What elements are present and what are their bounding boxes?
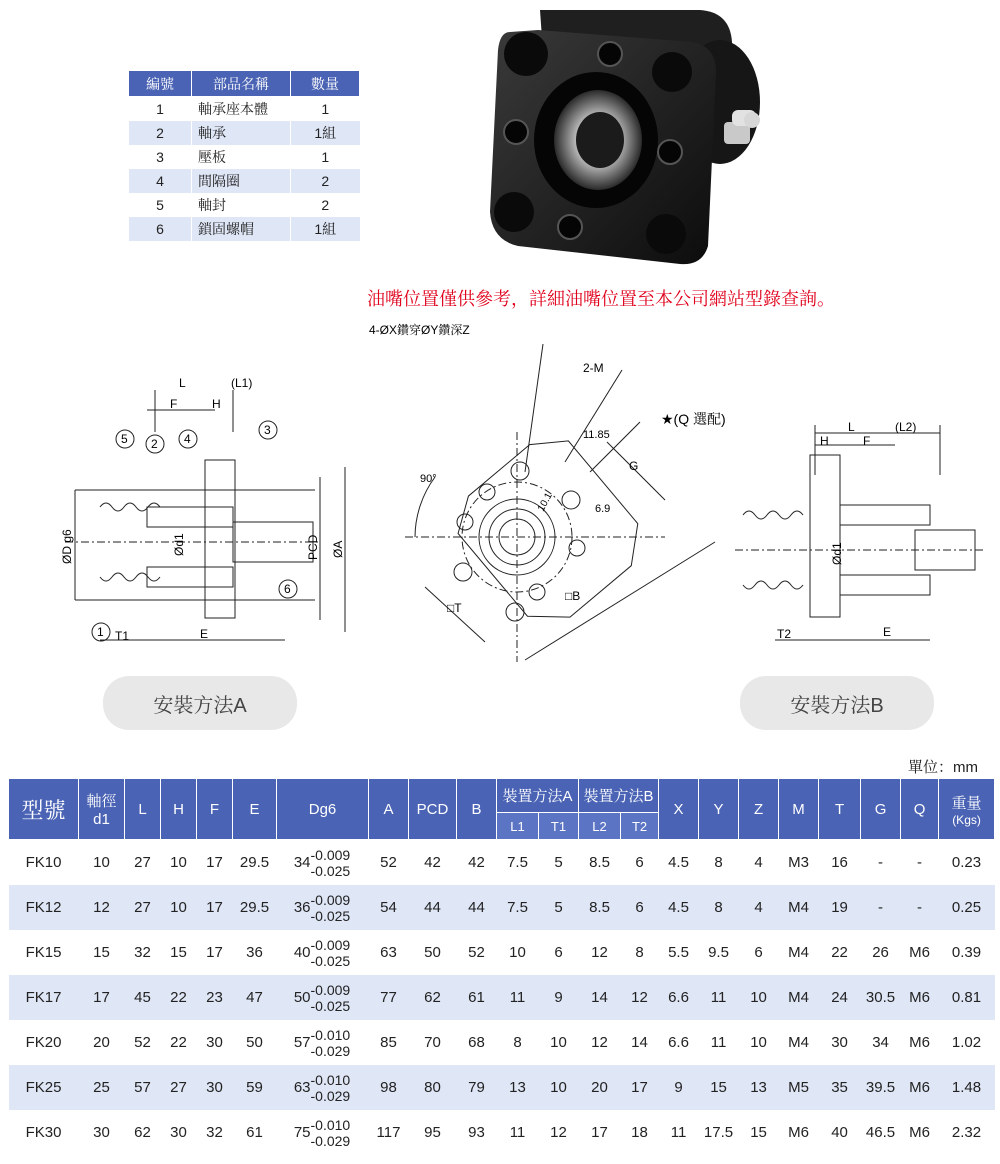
cell-y: 11 <box>699 975 739 1020</box>
cell-tolerance <box>311 975 369 1020</box>
spec-row <box>9 1020 995 1065</box>
header-Z: Z <box>739 779 779 840</box>
cell-t1: 10 <box>550 1034 567 1051</box>
cell-t2: 14 <box>631 1034 648 1051</box>
cell-q: M6 <box>901 975 939 1020</box>
parts-row <box>129 121 360 145</box>
cell-d: 34 <box>293 854 311 871</box>
header-A: A <box>369 779 409 840</box>
parts-header-name: 部品名稱 <box>192 71 291 97</box>
part-qty: 1組 <box>291 121 360 145</box>
cell-pcd: 44 <box>409 885 457 930</box>
cell-t1: 5 <box>539 885 579 930</box>
cell-y: 9.5 <box>708 944 729 961</box>
dim-a-H: H <box>212 397 221 411</box>
part-name: 軸承座本體 <box>192 97 291 122</box>
cell-l2: 8.5 <box>579 885 621 930</box>
cell-e: 59 <box>233 1065 277 1110</box>
cell-q: M6 <box>909 944 930 961</box>
cell-x: 11 <box>670 1124 687 1141</box>
part-qty: 1 <box>291 145 360 169</box>
cell-l: 27 <box>125 885 161 930</box>
label-90deg: 90° <box>420 473 437 485</box>
cell-d: 75 <box>293 1124 311 1141</box>
cell-t: 16 <box>831 854 848 871</box>
cell-b: 44 <box>457 885 497 930</box>
cell-e: 50 <box>246 1034 263 1051</box>
cell-l1: 11 <box>509 1124 526 1141</box>
part-name: 間隔圈 <box>192 169 291 193</box>
cell-t2: 6 <box>635 854 644 871</box>
cell-z: 4 <box>739 885 779 930</box>
callout-4: 4 <box>184 432 191 446</box>
unit-label: 單位：mm <box>908 759 978 776</box>
dim-a-OA: ØA <box>331 540 345 558</box>
cell-h: 27 <box>161 1065 197 1110</box>
cell-e: 61 <box>246 1124 263 1141</box>
cell-w: 0.81 <box>939 975 995 1020</box>
cell-a: 77 <box>369 975 409 1020</box>
cell-t: 40 <box>831 1124 848 1141</box>
parts-row <box>129 193 360 217</box>
header-L: L <box>125 779 161 840</box>
header-B: B <box>457 779 497 840</box>
label-q-optional: ★(Q 選配) <box>661 411 726 427</box>
cell-d: 40 <box>293 944 311 961</box>
dim-a-Od1: Ød1 <box>172 533 186 556</box>
cell-h: 15 <box>170 944 187 961</box>
cell-y: 17.5 <box>703 1124 734 1141</box>
cell-a: 63 <box>380 944 397 961</box>
cell-l: 52 <box>134 1034 151 1051</box>
cell-t2: 12 <box>621 975 659 1020</box>
header-PCD: PCD <box>409 779 457 840</box>
cell-x: 6.6 <box>659 975 699 1020</box>
parts-table <box>128 70 360 241</box>
cell-g: 34 <box>872 1034 889 1051</box>
cell-d1: 30 <box>93 1124 110 1141</box>
cell-y: 8 <box>699 885 739 930</box>
label-10-1: 10.1 <box>535 491 555 514</box>
cell-b: 61 <box>457 975 497 1020</box>
header-model: 型號 <box>9 779 79 840</box>
cell-w: 1.02 <box>951 1034 982 1051</box>
method-a-label: 安裝方法A <box>103 676 297 730</box>
parts-row <box>129 169 360 193</box>
cell-pcd: 80 <box>409 1065 457 1110</box>
method-b-label: 安裝方法B <box>740 676 934 730</box>
part-no: 2 <box>129 121 192 145</box>
cell-d1: 10 <box>93 854 110 871</box>
part-qty: 1 <box>291 97 360 122</box>
cell-z: 10 <box>739 975 779 1020</box>
cell-h: 30 <box>170 1124 187 1141</box>
cell-tolerance <box>311 1065 369 1110</box>
part-no: 4 <box>129 169 192 193</box>
cell-l2: 12 <box>591 1034 608 1051</box>
cell-e: 29.5 <box>239 854 270 871</box>
dim-b-T2: T2 <box>777 627 792 641</box>
callout-1: 1 <box>97 625 104 639</box>
header-method-b: 裝置方法B <box>579 779 659 813</box>
cell-tolerance <box>311 930 369 975</box>
cell-pcd: 95 <box>424 1124 441 1141</box>
part-name: 軸封 <box>192 193 291 217</box>
parts-header-no: 編號 <box>129 71 192 97</box>
cell-l2: 17 <box>591 1124 608 1141</box>
cell-t2: 6 <box>621 885 659 930</box>
header-T2: T2 <box>621 813 659 840</box>
callout-3: 3 <box>264 423 271 437</box>
cell-l: 27 <box>134 854 151 871</box>
parts-row <box>129 145 360 169</box>
dim-a-T1: T1 <box>115 629 130 643</box>
cell-m: M4 <box>779 885 819 930</box>
cell-model: FK17 <box>9 975 79 1020</box>
cell-l: 62 <box>134 1124 151 1141</box>
cell-y: 15 <box>699 1065 739 1110</box>
tolerance-upper: -0.009 <box>310 846 351 863</box>
part-qty: 2 <box>291 169 360 193</box>
cell-tolerance <box>311 1110 369 1155</box>
cell-d1: 25 <box>79 1065 125 1110</box>
part-no: 5 <box>129 193 192 217</box>
cell-x: 5.5 <box>668 944 689 961</box>
cell-d: 36 <box>277 885 311 930</box>
cell-h: 22 <box>161 975 197 1020</box>
tolerance-upper: -0.010 <box>310 1071 351 1088</box>
cell-model: FK25 <box>9 1065 79 1110</box>
cell-f: 17 <box>197 885 233 930</box>
label-G: G <box>629 459 639 473</box>
cell-l: 45 <box>125 975 161 1020</box>
dim-b-Od1: Ød1 <box>830 542 844 565</box>
cell-z: 6 <box>754 944 763 961</box>
cell-model: FK12 <box>9 885 79 930</box>
cell-b: 93 <box>468 1124 485 1141</box>
cell-y: 11 <box>710 1034 727 1051</box>
header-Y: Y <box>699 779 739 840</box>
tolerance-lower: -0.025 <box>310 952 351 969</box>
tolerance-lower: -0.029 <box>310 1087 351 1104</box>
cell-g: 26 <box>872 944 889 961</box>
header-method-a: 裝置方法A <box>497 779 579 813</box>
drawing-front-view <box>365 322 770 680</box>
label-2M: 2-M <box>583 361 604 375</box>
cell-l1: 7.5 <box>497 885 539 930</box>
spec-row <box>9 885 995 930</box>
tolerance-lower: -0.029 <box>310 1042 351 1059</box>
header-M: M <box>779 779 819 840</box>
cell-x: 4.5 <box>659 885 699 930</box>
cell-l2: 14 <box>579 975 621 1020</box>
header-Q: Q <box>901 779 939 840</box>
cell-a: 85 <box>380 1034 397 1051</box>
cell-tolerance <box>311 1020 369 1065</box>
cell-l1: 10 <box>509 944 526 961</box>
header-weight-label: 重量 <box>951 794 982 812</box>
tolerance-lower: -0.025 <box>310 907 351 924</box>
cell-m: M4 <box>779 975 819 1020</box>
tolerance-upper: -0.009 <box>310 981 351 998</box>
drawing-method-a <box>55 372 355 652</box>
cell-w: 1.48 <box>939 1065 995 1110</box>
dim-a-PCD: PCD <box>306 534 320 560</box>
parts-row <box>129 217 360 241</box>
dim-b-H: H <box>820 434 829 448</box>
header-d1: 軸徑 d1 <box>79 779 125 840</box>
cell-tolerance <box>311 885 369 930</box>
cell-model: FK15 <box>25 944 62 961</box>
cell-a: 52 <box>380 854 397 871</box>
cell-pcd: 50 <box>424 944 441 961</box>
part-name: 鎖固螺帽 <box>192 217 291 241</box>
cell-tolerance <box>311 840 369 886</box>
part-qty: 2 <box>291 193 360 217</box>
callout-5: 5 <box>121 432 128 446</box>
header-E: E <box>233 779 277 840</box>
cell-t1: 9 <box>539 975 579 1020</box>
cell-b: 52 <box>468 944 485 961</box>
part-name: 軸承 <box>192 121 291 145</box>
cell-g: - <box>878 854 884 871</box>
cell-l1: 8 <box>513 1034 522 1051</box>
bearing-block-photo <box>470 2 780 274</box>
dim-b-L: L <box>848 420 855 434</box>
tolerance-upper: -0.009 <box>310 891 351 908</box>
cell-t: 24 <box>819 975 861 1020</box>
header-weight <box>939 779 995 840</box>
cell-t1: 12 <box>550 1124 567 1141</box>
cell-b: 42 <box>468 854 485 871</box>
cell-a: 117 <box>376 1124 401 1141</box>
cell-d: 50 <box>277 975 311 1020</box>
cell-m: M6 <box>788 1124 809 1141</box>
cell-t: 22 <box>831 944 848 961</box>
cell-g: 39.5 <box>861 1065 901 1110</box>
cell-f: 30 <box>197 1065 233 1110</box>
spec-table-body <box>9 840 995 1156</box>
cell-d: 63 <box>277 1065 311 1110</box>
cell-z: 13 <box>739 1065 779 1110</box>
cell-e: 36 <box>246 944 263 961</box>
part-name: 壓板 <box>192 145 291 169</box>
spec-row <box>9 930 995 975</box>
cell-pcd: 62 <box>409 975 457 1020</box>
part-no: 6 <box>129 217 192 241</box>
cell-t: 35 <box>819 1065 861 1110</box>
tolerance-lower: -0.029 <box>310 1132 351 1149</box>
tolerance-upper: -0.010 <box>310 1026 351 1043</box>
dim-a-OD: ØD g6 <box>60 529 74 564</box>
cell-d: 57 <box>293 1034 311 1051</box>
cell-pcd: 70 <box>424 1034 441 1051</box>
label-6-9: 6.9 <box>595 503 611 515</box>
cell-g: 46.5 <box>865 1124 896 1141</box>
cell-b: 79 <box>457 1065 497 1110</box>
dim-a-E: E <box>200 627 209 641</box>
tolerance-upper: -0.010 <box>310 1116 351 1133</box>
cell-h: 10 <box>170 854 187 871</box>
cell-e: 47 <box>233 975 277 1020</box>
dim-b-E: E <box>883 625 892 639</box>
cell-l1: 7.5 <box>507 854 528 871</box>
cell-f: 17 <box>206 944 223 961</box>
cell-b: 68 <box>468 1034 485 1051</box>
cell-q: - <box>901 885 939 930</box>
cell-l1: 11 <box>497 975 539 1020</box>
cell-z: 4 <box>754 854 763 871</box>
cell-t1: 5 <box>554 854 563 871</box>
cell-l: 32 <box>134 944 151 961</box>
tolerance-upper: -0.009 <box>310 936 351 953</box>
callout-6: 6 <box>284 582 291 596</box>
cell-l2: 12 <box>591 944 608 961</box>
dim-a-L1: (L1) <box>231 376 253 390</box>
cell-t2: 17 <box>621 1065 659 1110</box>
spec-row <box>9 975 995 1020</box>
cell-h: 22 <box>170 1034 187 1051</box>
cell-m: M4 <box>788 944 809 961</box>
cell-d1: 12 <box>79 885 125 930</box>
cell-x: 4.5 <box>668 854 689 871</box>
cell-z: 10 <box>750 1034 767 1051</box>
cell-t: 19 <box>819 885 861 930</box>
cell-a: 98 <box>369 1065 409 1110</box>
cell-e: 29.5 <box>233 885 277 930</box>
spec-row <box>9 1065 995 1110</box>
cell-model: FK10 <box>25 854 62 871</box>
spec-table-header <box>9 779 995 840</box>
cell-h: 10 <box>161 885 197 930</box>
cell-t2: 18 <box>631 1124 648 1141</box>
drawing-method-b <box>735 415 990 650</box>
dim-b-L2: (L2) <box>895 420 917 434</box>
label-B: □B <box>565 589 581 603</box>
cell-q: M6 <box>909 1034 930 1051</box>
cell-t: 30 <box>831 1034 848 1051</box>
tolerance-lower: -0.025 <box>310 997 351 1014</box>
cell-m: M4 <box>788 1034 809 1051</box>
cell-l2: 20 <box>579 1065 621 1110</box>
cell-y: 8 <box>714 854 723 871</box>
cell-d1: 17 <box>79 975 125 1020</box>
cell-l1: 13 <box>497 1065 539 1110</box>
cell-t1: 6 <box>554 944 563 961</box>
header-T: T <box>819 779 861 840</box>
cell-f: 17 <box>206 854 223 871</box>
parts-header-qty: 數量 <box>291 71 360 97</box>
header-L1: L1 <box>497 813 539 840</box>
dim-a-L: L <box>179 376 186 390</box>
oil-nipple-notice: 油嘴位置僅供參考，詳細油嘴位置至本公司網站型錄查詢。 <box>367 289 835 309</box>
cell-m: M5 <box>779 1065 819 1110</box>
header-weight-unit: (Kgs) <box>952 812 981 827</box>
label-11-85: 11.85 <box>583 429 610 441</box>
cell-model: FK20 <box>25 1034 62 1051</box>
cell-t2: 8 <box>635 944 644 961</box>
cell-l2: 8.5 <box>589 854 610 871</box>
spec-row <box>9 840 995 886</box>
dim-b-F: F <box>863 434 871 448</box>
cell-l: 57 <box>125 1065 161 1110</box>
cell-a: 54 <box>369 885 409 930</box>
cell-f: 30 <box>206 1034 223 1051</box>
cell-model: FK30 <box>25 1124 62 1141</box>
cell-g: 30.5 <box>861 975 901 1020</box>
part-qty: 1組 <box>291 217 360 241</box>
header-Dg6: Dg6 <box>277 779 369 840</box>
cell-g: - <box>861 885 901 930</box>
cell-w: 0.25 <box>939 885 995 930</box>
parts-row <box>129 97 360 122</box>
part-no: 1 <box>129 97 192 122</box>
cell-q: M6 <box>901 1065 939 1110</box>
cell-x: 6.6 <box>668 1034 689 1051</box>
cell-w: 0.23 <box>951 854 982 871</box>
cell-w: 2.32 <box>951 1124 982 1141</box>
cell-q: M6 <box>909 1124 930 1141</box>
spec-table <box>8 778 995 1155</box>
cell-pcd: 42 <box>424 854 441 871</box>
spec-row <box>9 1110 995 1155</box>
cell-m: M3 <box>788 854 809 871</box>
header-X: X <box>659 779 699 840</box>
parts-table-header <box>129 71 360 97</box>
callout-2: 2 <box>151 437 158 451</box>
cell-d1: 20 <box>93 1034 110 1051</box>
cell-d1: 15 <box>93 944 110 961</box>
cell-q: - <box>917 854 923 871</box>
cell-x: 9 <box>659 1065 699 1110</box>
tolerance-lower: -0.025 <box>310 862 351 879</box>
cell-w: 0.39 <box>951 944 982 961</box>
label-T: □T <box>447 601 462 615</box>
parts-table-body <box>129 97 360 242</box>
cell-t1: 10 <box>539 1065 579 1110</box>
header-G: G <box>861 779 901 840</box>
cell-f: 23 <box>197 975 233 1020</box>
label-holes: 4-ØX鑽穿ØY鑽深Z <box>369 323 470 337</box>
cell-z: 15 <box>750 1124 767 1141</box>
header-T1: T1 <box>539 813 579 840</box>
part-no: 3 <box>129 145 192 169</box>
header-H: H <box>161 779 197 840</box>
dim-a-F: F <box>170 397 178 411</box>
cell-f: 32 <box>206 1124 223 1141</box>
header-F: F <box>197 779 233 840</box>
header-L2: L2 <box>579 813 621 840</box>
